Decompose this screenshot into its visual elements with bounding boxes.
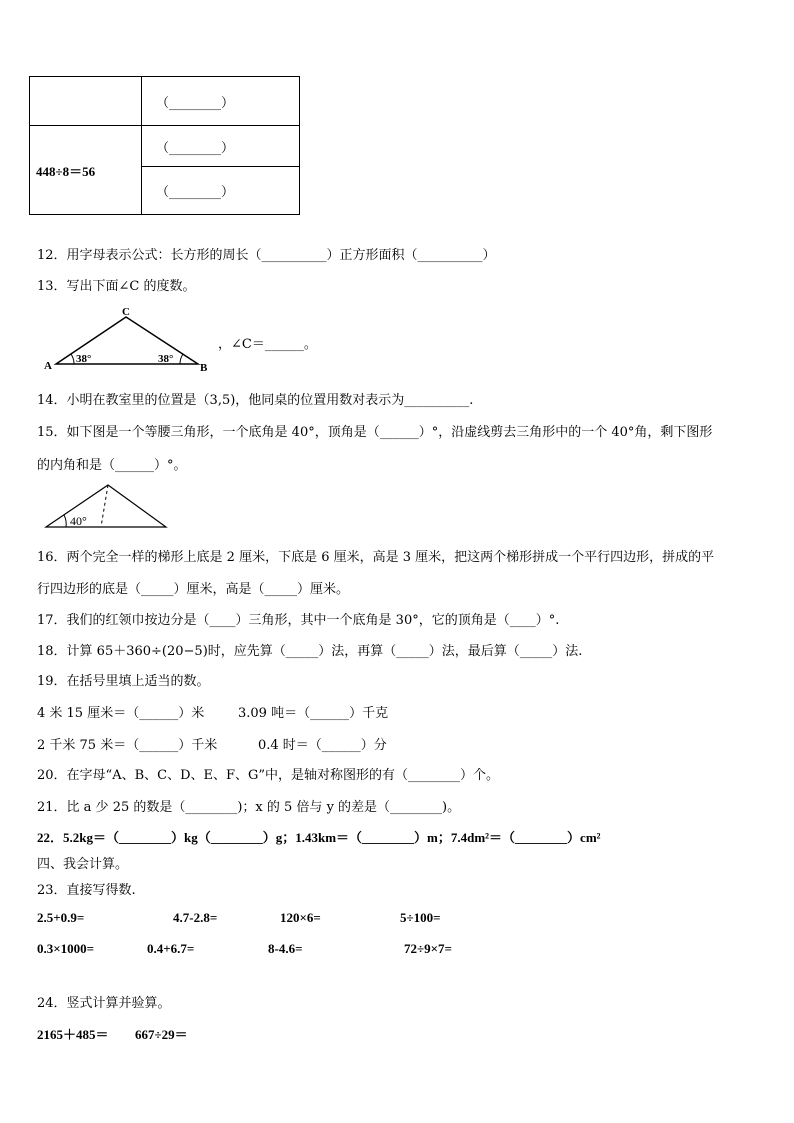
question-13-answer: ，∠C＝______。 bbox=[218, 337, 317, 352]
section-heading: 四、我会计算。 bbox=[37, 857, 129, 872]
question-13: 13．写出下面∠C 的度数。 bbox=[37, 279, 196, 294]
question-16-line2: 行四边形的底是（_____）厘米，高是（_____）厘米。 bbox=[37, 582, 350, 597]
question-15-line1: 15．如下图是一个等腰三角形，一个底角是 40°，顶角是（______）°，沿虚线剪去三角形中的一个 40°角，剩下图形 bbox=[37, 425, 713, 440]
vertical-calc-item: 2165＋485＝ bbox=[37, 1027, 109, 1042]
angle-b-arc bbox=[180, 354, 183, 364]
calc-item: 4.7-2.8= bbox=[173, 910, 218, 925]
question-21: 21．比 a 少 25 的数是（________)；x 的 5 倍与 y 的差是（________)。 bbox=[37, 800, 461, 815]
vertex-b-label: B bbox=[200, 362, 208, 374]
triangle-shape bbox=[46, 485, 166, 527]
angle-arc bbox=[64, 515, 66, 527]
angle-a-arc bbox=[71, 354, 74, 364]
vertex-a-label: A bbox=[44, 360, 52, 372]
question-19-row2-b: 0.4 时＝（______）分 bbox=[258, 738, 387, 753]
question-14: 14．小明在教室里的位置是（3,5)，他同桌的位置用数对表示为__________. bbox=[37, 393, 474, 408]
question-24: 24．竖式计算并验算。 bbox=[37, 996, 171, 1011]
question-15-line2: 的内角和是（______）°。 bbox=[37, 458, 187, 473]
calc-item: 0.3×1000= bbox=[37, 941, 95, 956]
question-12: 12．用字母表示公式：长方形的周长（__________）正方形面积（__________） bbox=[37, 248, 496, 263]
cut-dashed-line bbox=[101, 485, 108, 527]
angle-a-label: 38° bbox=[76, 353, 92, 365]
calc-item: 8-4.6= bbox=[268, 941, 303, 956]
question-19: 19．在括号里填上适当的数。 bbox=[37, 674, 210, 689]
calc-item: 72÷9×7= bbox=[404, 941, 452, 956]
calc-item: 120×6= bbox=[280, 910, 321, 925]
angle-b-label: 38° bbox=[158, 353, 174, 365]
isosceles-triangle-figure bbox=[44, 482, 170, 532]
calc-item: 2.5+0.9= bbox=[37, 910, 85, 925]
triangle-abc-figure bbox=[40, 305, 215, 375]
calc-item: 0.4+6.7= bbox=[147, 941, 195, 956]
table-answer-blank[interactable]: （________） bbox=[142, 167, 300, 215]
question-19-row1-b: 3.09 吨＝（______）千克 bbox=[238, 706, 389, 721]
table-answer-blank[interactable]: （________） bbox=[142, 126, 300, 167]
question-17: 17．我们的红领巾按边分是（____）三角形，其中一个底角是 30°，它的顶角是（____）°. bbox=[37, 613, 560, 628]
calc-item: 5÷100= bbox=[400, 910, 441, 925]
question-20: 20．在字母“A、B、C、D、E、F、G”中，是轴对称图形的有（________）个。 bbox=[37, 768, 500, 783]
vertical-calc-item: 667÷29＝ bbox=[135, 1027, 188, 1042]
question-19-row2-a: 2 千米 75 米＝（______）千米 bbox=[37, 738, 218, 753]
question-22: 22．5.2kg＝（________）kg（________）g；1.43km＝（________）m；7.4dm²＝（________）cm² bbox=[37, 830, 601, 845]
question-18: 18．计算 65＋360÷(20−5)时，应先算（_____）法，再算（_____）法，最后算（_____）法. bbox=[37, 644, 583, 659]
table-answer-blank[interactable]: （________） bbox=[142, 77, 300, 126]
question-23: 23．直接写得数. bbox=[37, 883, 136, 898]
question-16-line1: 16．两个完全一样的梯形上底是 2 厘米，下底是 6 厘米，高是 3 厘米，把这两个梯形拼成一个平行四边形，拼成的平 bbox=[37, 550, 715, 565]
table-equation: 448÷8＝56 bbox=[30, 126, 142, 215]
vertex-c-label: C bbox=[122, 306, 130, 318]
question-19-row1-a: 4 米 15 厘米＝（______）米 bbox=[37, 706, 205, 721]
table-cell-empty bbox=[30, 77, 142, 126]
answer-table bbox=[29, 76, 300, 215]
angle-40-label: 40° bbox=[70, 514, 87, 528]
